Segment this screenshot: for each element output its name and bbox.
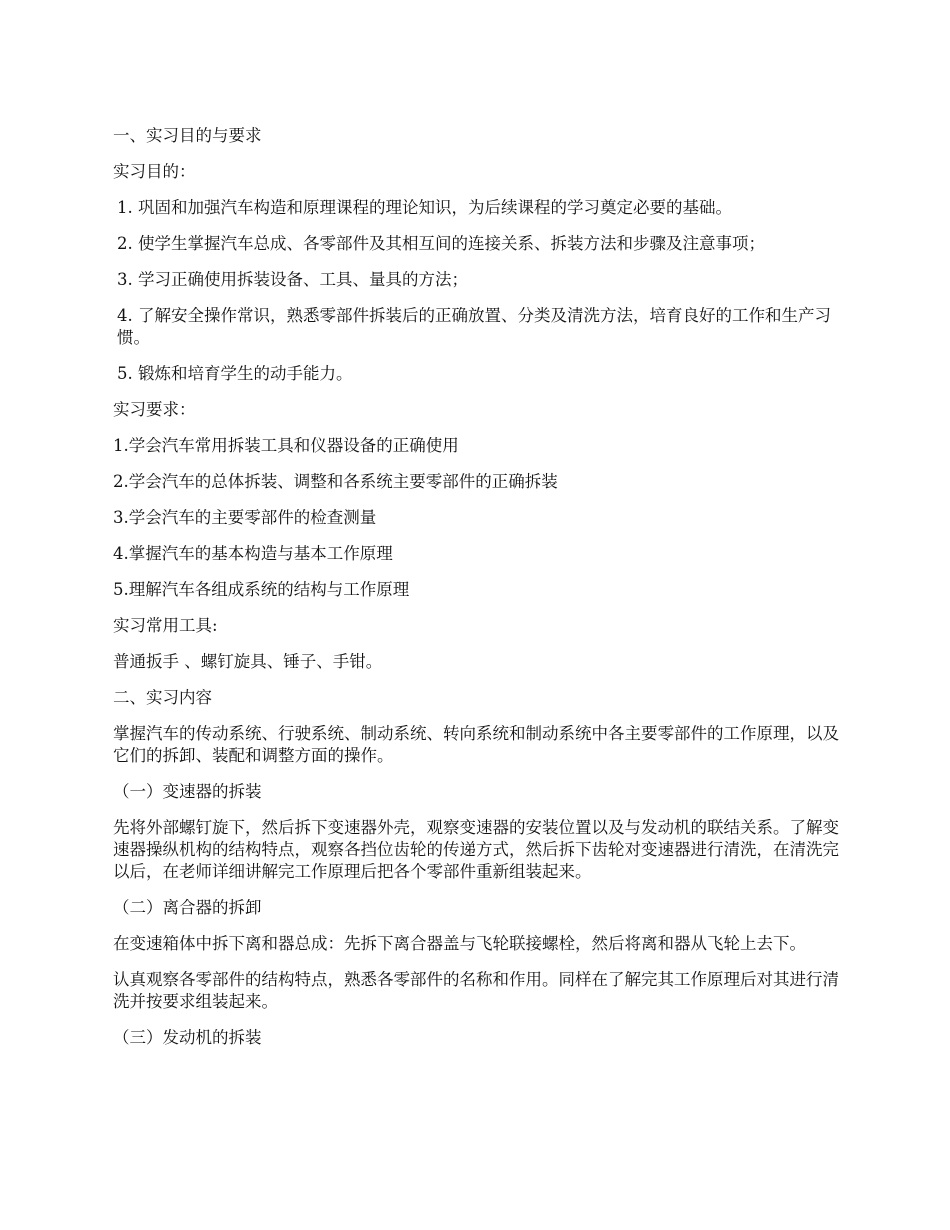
document-body — [113, 125, 843, 1063]
subsection-gearbox: （一）变速器的拆装 — [113, 782, 262, 801]
requirement-item-4: 4.掌握汽车的基本构造与基本工作原理 — [113, 544, 393, 563]
subheading-tools: 实习常用工具: — [113, 616, 218, 635]
gearbox-text: 先将外部螺钉旋下，然后拆下变速器外壳，观察变速器的安装位置以及与发动机的联结关系。了解变速器操纵机构的结构特点，观察各挡位齿轮的传递方式，然后拆下齿轮对变速器进行清洗，在清洗完以后，在老师详细讲解完工作原理后把各个零部件重新组装起来。 — [113, 818, 839, 881]
purpose-item-4: 4. 了解安全操作常识，熟悉零部件拆装后的正确放置、分类及清洗方法，培育良好的工作和生产习惯。 — [117, 306, 831, 347]
content-intro: 掌握汽车的传动系统、行驶系统、制动系统、转向系统和制动系统中各主要零部件的工作原理，以及它们的拆卸、装配和调整方面的操作。 — [113, 724, 839, 765]
subheading-purpose: 实习目的： — [113, 162, 196, 181]
requirement-item-3: 3.学会汽车的主要零部件的检查测量 — [113, 508, 377, 527]
tools-list: 普通扳手 、螺钉旋具、锤子、手钳。 — [113, 652, 383, 671]
requirement-item-2: 2.学会汽车的总体拆装、调整和各系统主要零部件的正确拆装 — [113, 472, 558, 491]
purpose-item-1: 1. 巩固和加强汽车构造和原理课程的理论知识，为后续课程的学习奠定必要的基础。 — [117, 198, 732, 217]
subsection-engine: （三）发动机的拆装 — [113, 1028, 262, 1047]
subheading-requirements: 实习要求： — [113, 400, 196, 419]
section-heading-2: 二、实习内容 — [113, 688, 212, 707]
requirement-item-5: 5.理解汽车各组成系统的结构与工作原理 — [113, 580, 410, 599]
requirement-item-1: 1.学会汽车常用拆装工具和仪器设备的正确使用 — [113, 436, 459, 455]
clutch-text-2: 认真观察各零部件的结构特点，熟悉各零部件的名称和作用。同样在了解完其工作原理后对其进行清洗并按要求组装起来。 — [113, 970, 839, 1011]
section-heading-1: 一、实习目的与要求 — [113, 126, 262, 145]
clutch-text-1: 在变速箱体中拆下离和器总成：先拆下离合器盖与飞轮联接螺栓，然后将离和器从飞轮上去下。 — [113, 934, 806, 953]
purpose-item-2: 2. 使学生掌握汽车总成、各零部件及其相互间的连接关系、拆装方法和步骤及注意事项； — [117, 234, 765, 253]
purpose-item-3: 3. 学习正确使用拆装设备、工具、量具的方法； — [117, 270, 468, 289]
subsection-clutch: （二）离合器的拆卸 — [113, 898, 262, 917]
purpose-item-5: 5. 锻炼和培育学生的动手能力。 — [117, 364, 353, 383]
